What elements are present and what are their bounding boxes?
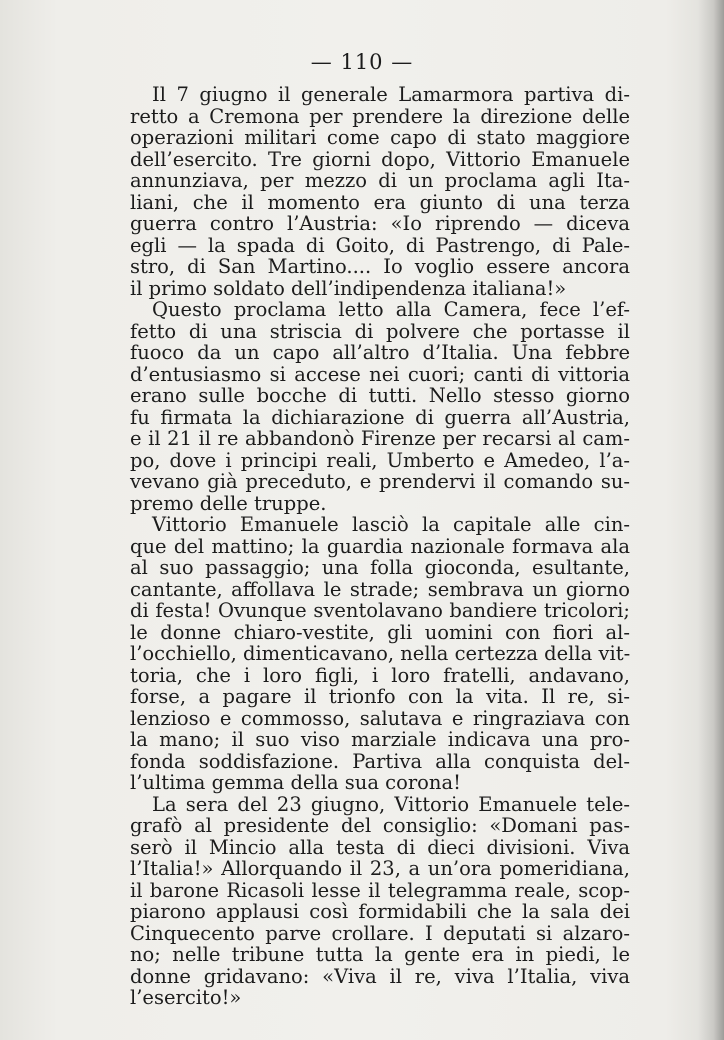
text-line: fonda soddisfazione. Partiva alla conquista del-	[130, 749, 630, 773]
text-line: liani, che il momento era giunto di una terza	[130, 190, 630, 214]
text-line: piarono applausi così formidabili che la sala dei	[130, 900, 630, 923]
text-line: cantante, affollava le strade; sembrava un giorno	[130, 577, 630, 601]
text-line: po, dove i principi reali, Umberto e Amedeo, l’a-	[130, 448, 630, 472]
text-line: toria, che i loro figli, i loro fratelli, andavano,	[130, 663, 630, 687]
text-line: dell’esercito. Tre giorni dopo, Vittorio Emanuele	[130, 147, 630, 171]
text-line: no; nelle tribune tutta la gente era in piedi, le	[130, 943, 630, 966]
text-line: fetto di una striscia di polvere che portasse il	[130, 319, 630, 343]
text-line: forse, a pagare il trionfo con la vita. Il re, si-	[130, 685, 630, 708]
text-line: Cinquecento parve crollare. I deputati si alzaro-	[130, 921, 630, 945]
text-line: fu firmata la dichiarazione di guerra all’Austria,	[130, 405, 630, 429]
text-line: e il 21 il re abbandonò Firenze per recarsi al cam-	[130, 427, 630, 450]
text-line: vevano già preceduto, e prendervi il comando su-	[130, 470, 630, 493]
text-line: le donne chiaro-vestite, gli uomini con fiori al-	[130, 620, 630, 644]
text-line: Questo proclama letto alla Camera, fece l’ef-	[152, 298, 630, 321]
text-line: al suo passaggio; una folla gioconda, esultante,	[130, 556, 630, 579]
text-line: grafò al presidente del consiglio: «Domani pas-	[130, 814, 630, 837]
text-line: l’ultima gemma della sua corona!	[130, 771, 461, 794]
text-line: operazioni militari come capo di stato maggiore	[130, 126, 630, 149]
page-number: — 110 —	[310, 50, 414, 74]
text-line: que del mattino; la guardia nazionale formava ala	[130, 534, 630, 558]
text-line: egli — la spada di Goito, di Pastrengo, di Pale-	[130, 233, 630, 257]
text-line: l’occhiello, dimenticavano, nella certezza della vit-	[130, 642, 631, 665]
text-line: d’entusiasmo si accese nei cuori; canti di vittoria	[130, 362, 630, 386]
text-line: il primo soldato dell’indipendenza italiana!»	[130, 276, 567, 300]
page-edge-shadow	[698, 0, 724, 1040]
text-line: lenzioso e commosso, salutava e ringraziava con	[130, 706, 630, 730]
text-line: annunziava, per mezzo di un proclama agli Ita-	[130, 169, 630, 192]
text-line: Il 7 giugno il generale Lamarmora partiva di-	[152, 83, 630, 106]
body-text	[130, 84, 630, 1009]
text-line: La sera del 23 giugno, Vittorio Emanuele tele-	[152, 792, 630, 816]
text-line: retto a Cremona per prendere la direzione delle	[130, 104, 630, 128]
text-line: erano sulle bocche di tutti. Nello stesso giorno	[130, 384, 630, 407]
text-line: serò il Mincio alla testa di dieci divisioni. Viva	[130, 835, 630, 859]
text-line: donne gridavano: «Viva il re, viva l’Italia, viva	[130, 964, 630, 988]
text-line: Vittorio Emanuele lasciò la capitale alle cin-	[152, 513, 630, 536]
text-line: di festa! Ovunque sventolavano bandiere tricolori;	[130, 599, 630, 622]
text-line: l’Italia!» Allorquando il 23, a un’ora pomeridiana,	[130, 857, 630, 880]
text-line: l’esercito!»	[130, 986, 242, 1009]
text-line: guerra contro l’Austria: «Io riprendo — diceva	[130, 212, 630, 235]
text-line: fuoco da un capo all’altro d’Italia. Una febbre	[130, 341, 630, 364]
text-line: la mano; il suo viso marziale indicava una pro-	[130, 728, 630, 751]
text-line: stro, di San Martino.... Io voglio essere ancora	[130, 255, 630, 278]
text-line: premo delle truppe.	[130, 491, 327, 515]
text-line: il barone Ricasoli lesse il telegramma reale, scop-	[130, 878, 630, 902]
